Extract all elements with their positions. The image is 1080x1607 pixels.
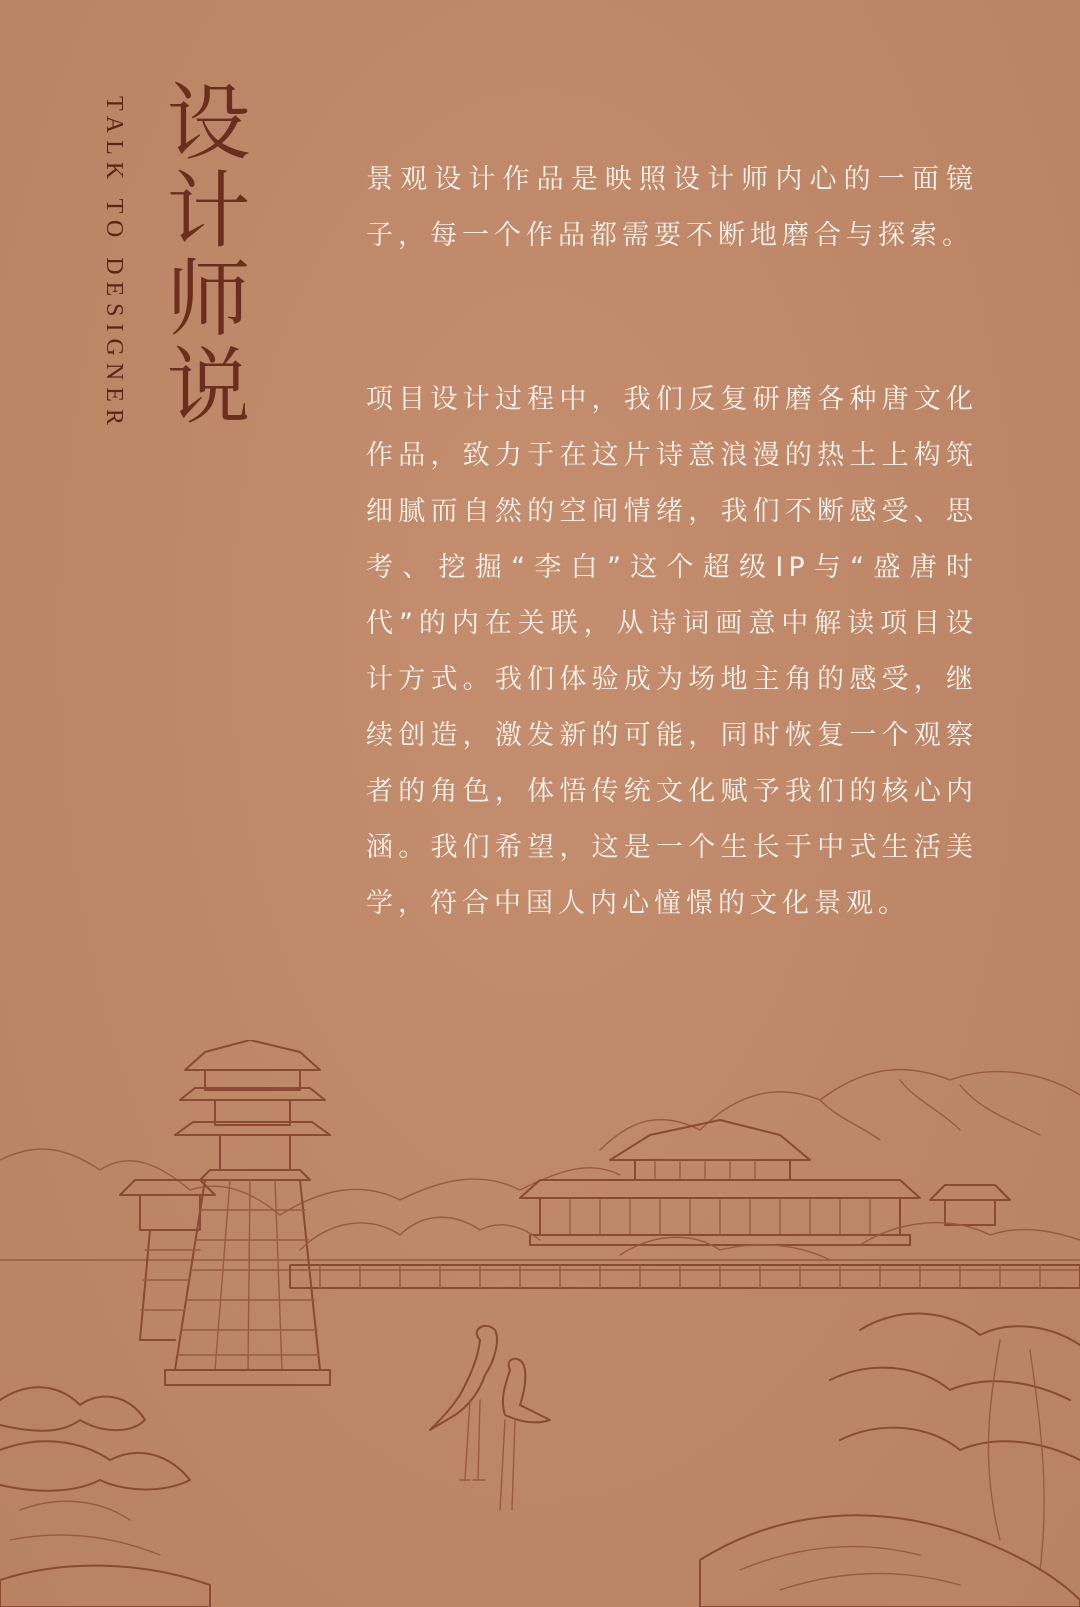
paragraph-intro: 景观设计作品是映照设计师内心的一面镜子，每一个作品都需要不断地磨合与探索。 (366, 164, 978, 251)
subtitle-talk-to-designer: TALK TO DESIGNER (101, 96, 127, 432)
crane-birds-icon (430, 1326, 550, 1510)
right-pavilion-icon (930, 1185, 1010, 1225)
pagoda-tower-icon (165, 1040, 330, 1385)
bridge-icon (290, 1265, 1080, 1288)
main-hall-icon (520, 1120, 920, 1245)
paragraph-process: 项目设计过程中，我们反复研磨各种唐文化作品，致力于在这片诗意浪漫的热土上构筑细腻而自然的空间情绪，我们不断感受、思考、挖掘“李白”这个超级IP与“盛唐时代”的内在关联，从诗词画意中解读项目设计方式。我们体验成为场地主角的感受，继续创造，激发新的可能，同时恢复一个观察者的角色，体悟传统文化赋予我们的核心内涵。我们希望，这是一个生长于中式生活美学，符合中国人内心憧憬的文化景观。 (366, 384, 978, 919)
page-title: 设计师说 (153, 78, 251, 430)
mountain-ridge-right (600, 1070, 1080, 1150)
pine-tree-right-icon (700, 1314, 1080, 1607)
tang-architecture-landscape-icon (0, 1040, 1080, 1607)
landscape-illustration (0, 1040, 1080, 1607)
pine-tree-left-icon (0, 1387, 210, 1607)
